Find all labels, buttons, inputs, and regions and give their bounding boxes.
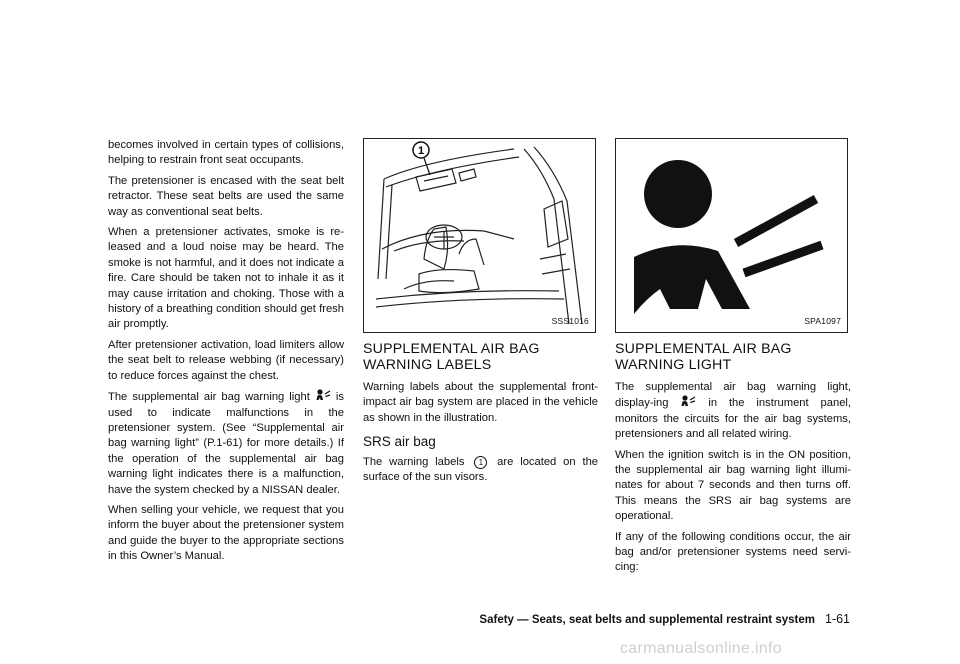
paragraph-text: are located on the surface of the sun visors. bbox=[363, 455, 599, 484]
paragraph bbox=[108, 389, 344, 498]
figure-code: SSS1016 bbox=[551, 315, 589, 326]
callout-reference: 1 bbox=[474, 456, 487, 469]
paragraph: becomes involved in certain types of collisions, helping to restrain front seat occupants. bbox=[108, 139, 344, 167]
column-middle bbox=[363, 138, 598, 490]
page-number: 1-61 bbox=[824, 612, 850, 626]
watermark: carmanualsonline.info bbox=[620, 640, 782, 657]
paragraph bbox=[615, 380, 851, 443]
footer-section-title: Safety — Seats, seat belts and supplemental restraint system bbox=[479, 614, 815, 626]
paragraph-text: in the instrument panel, monitors the circuits for the air bag systems, pretensioners and all related wiring. bbox=[615, 397, 852, 441]
airbag-warning-icon bbox=[680, 395, 696, 407]
paragraph: When a pretensioner activates, smoke is re-leased and a loud noise may be heard. The smoke is not harmful, and it does not indicate a fire. Care should be taken not to inhale it as it may cause irritation and choking. Those with a history of a breathing condition should get fresh air promptly. bbox=[108, 226, 344, 331]
paragraph: When selling your vehicle, we request that you inform the buyer about the pretensioner system and guide the buyer to the appropriate sections in this Owner’s Manual. bbox=[108, 503, 344, 563]
paragraph: Warning labels about the supplemental front-impact air bag system are placed in the vehicle as shown in the illustration. bbox=[363, 381, 598, 424]
airbag-light-figure bbox=[615, 138, 848, 333]
paragraph-text: The supplemental air bag warning light, display-ing bbox=[615, 381, 851, 410]
paragraph-text: The supplemental air bag warning light bbox=[108, 391, 310, 404]
sun-visor-label-figure bbox=[363, 138, 596, 333]
section-heading: SUPPLEMENTAL AIR BAG WARNING LABELS bbox=[363, 341, 540, 373]
paragraph-text: The warning labels bbox=[363, 455, 465, 468]
paragraph: When the ignition switch is in the ON position, the supplemental air bag warning light illumi-nates for about 7 seconds and then turns off. This means the SRS air bag systems are operational. bbox=[615, 448, 851, 523]
airbag-warning-symbol bbox=[616, 139, 847, 332]
paragraph: After pretensioner activation, load limiters allow the seat belt to release webbing (if necessary) to reduce forces against the chest. bbox=[108, 338, 344, 382]
paragraph-text: is used to indicate malfunctions in the pretensioner system. (See “Supplemental air bag warning light” (P.1-61) for more details.) If the operation of the supplemental air bag warning light indicates there is a malfunction, have the system checked by a NISSAN dealer. bbox=[108, 391, 345, 496]
paragraph: If any of the following conditions occur, the air bag and/or pretensioner systems need servi-cing: bbox=[615, 530, 851, 574]
airbag-warning-icon bbox=[315, 389, 331, 401]
car-interior-illustration bbox=[364, 139, 595, 332]
column-left bbox=[108, 138, 344, 570]
paragraph bbox=[363, 455, 598, 486]
figure-code: SPA1097 bbox=[804, 315, 841, 326]
page-footer bbox=[479, 612, 850, 626]
section-heading: SUPPLEMENTAL AIR BAG WARNING LIGHT bbox=[615, 341, 792, 373]
column-right bbox=[615, 138, 851, 581]
callout-number: 1 bbox=[417, 145, 425, 157]
paragraph: The pretensioner is encased with the seat belt retractor. These seat belts are used the same way as conventional seat belts. bbox=[108, 174, 344, 218]
subsection-heading: SRS air bag bbox=[363, 434, 436, 450]
